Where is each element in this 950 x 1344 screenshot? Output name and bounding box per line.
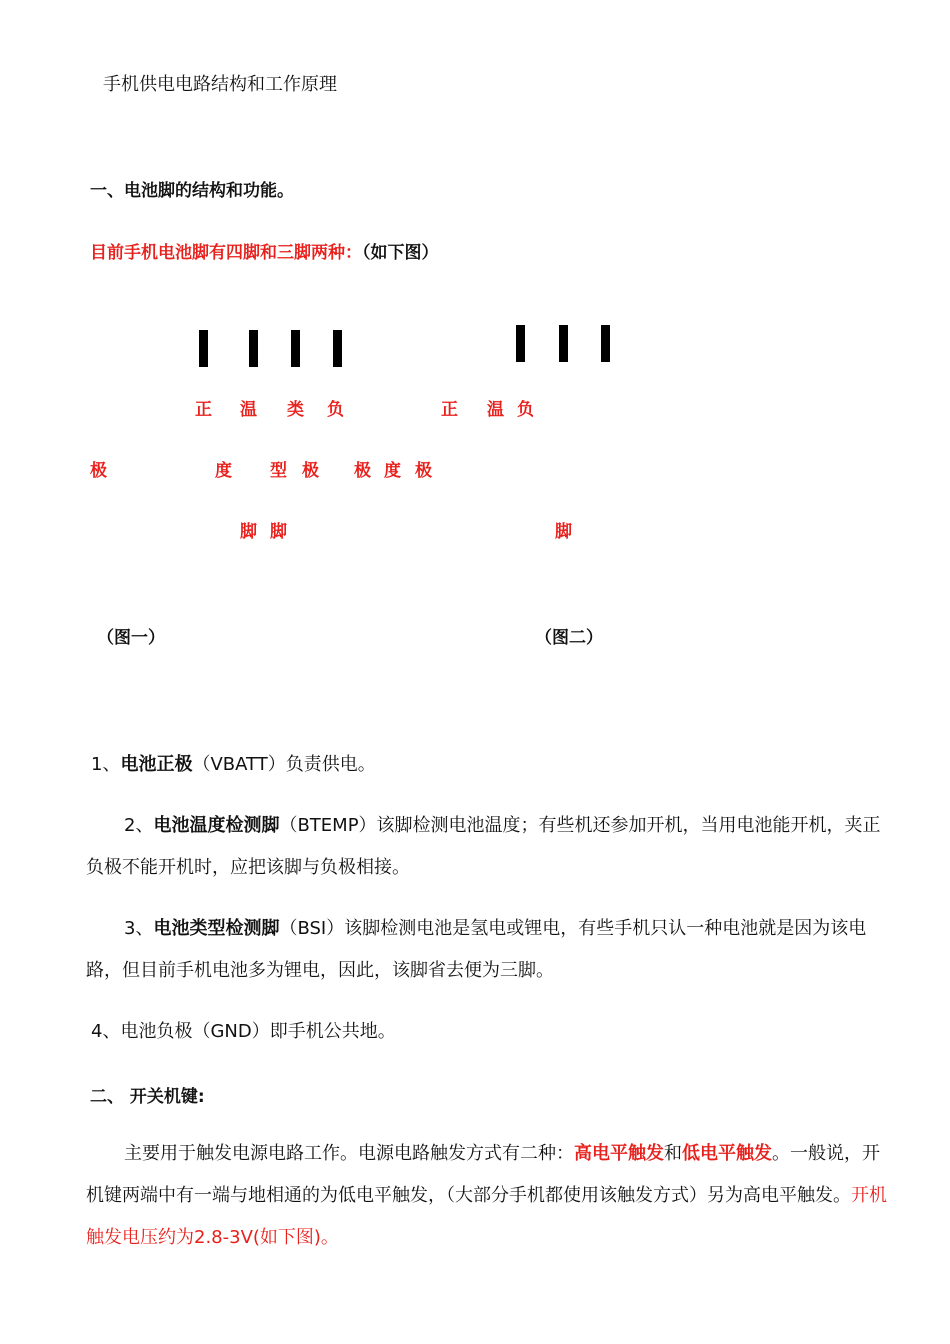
battery-pin-bar bbox=[199, 330, 208, 367]
fig1-label-pin: 脚 bbox=[270, 522, 287, 542]
fig2-label-temp: 温 bbox=[487, 400, 504, 420]
battery-pin-bar bbox=[601, 325, 610, 362]
section-1-heading: 一、电池脚的结构和功能。 bbox=[90, 181, 294, 201]
item-4-text: 电池负极（GND）即手机公共地。 bbox=[120, 1021, 396, 1042]
fig1-label-negative: 负 bbox=[327, 400, 344, 420]
section-2-text-a: 主要用于触发电源电路工作。电源电路触发方式有二种： bbox=[124, 1143, 574, 1164]
figure-1-caption: （图一） bbox=[97, 628, 165, 648]
item-4-prefix: 4、 bbox=[91, 1021, 121, 1042]
item-4 bbox=[86, 1011, 899, 1053]
low-trigger-term: 低电平触发 bbox=[682, 1143, 772, 1164]
intro-black-text: （如下图） bbox=[362, 243, 439, 263]
fig1-label-positive: 正 bbox=[195, 400, 212, 420]
fig1-label-temp: 温 bbox=[240, 400, 257, 420]
fig2-label-positive: 正 bbox=[441, 400, 458, 420]
fig1-label-degree: 度 bbox=[215, 461, 232, 481]
high-trigger-term: 高电平触发 bbox=[574, 1143, 664, 1164]
item-2-text: （BTEMP）该脚检测电池温度；有些机还参加开机，当用电池能开机，夹正负极不能开机时，应把该脚与负极相接。 bbox=[86, 815, 881, 878]
figure-2-caption: （图二） bbox=[535, 628, 603, 648]
item-1 bbox=[86, 744, 899, 786]
trigger-voltage-note: 开机触发电压约为2.8-3V(如下图)。 bbox=[86, 1185, 887, 1248]
item-1-term: 电池正极 bbox=[120, 754, 193, 775]
battery-pin-bar bbox=[559, 325, 568, 362]
battery-pin-bar bbox=[291, 330, 300, 367]
item-3 bbox=[86, 908, 894, 992]
section-2-paragraph bbox=[86, 1133, 894, 1259]
fig1-label-pole: 极 bbox=[90, 461, 107, 481]
item-2 bbox=[86, 805, 894, 889]
item-2-prefix: 2、 bbox=[124, 815, 154, 836]
battery-pin-bar bbox=[516, 325, 525, 362]
document-title: 手机供电电路结构和工作原理 bbox=[103, 74, 337, 95]
fig1-label-type: 类 bbox=[287, 400, 304, 420]
fig1-label-pin: 脚 bbox=[240, 522, 257, 542]
fig2-label-negative: 负 bbox=[517, 400, 534, 420]
battery-pin-bar bbox=[333, 330, 342, 367]
section-1-intro bbox=[90, 238, 439, 263]
section-2-heading: 二、 开关机键: bbox=[90, 1087, 205, 1107]
item-2-term: 电池温度检测脚 bbox=[153, 815, 280, 836]
section-2-and: 和 bbox=[664, 1143, 682, 1164]
fig1-label-pole: 极 bbox=[302, 461, 319, 481]
item-3-text: （BSI）该脚检测电池是氢电或锂电，有些手机只认一种电池就是因为该电路，但目前手机电池多为锂电，因此，该脚省去便为三脚。 bbox=[86, 918, 867, 981]
fig2-label-pole: 极 bbox=[354, 461, 371, 481]
fig2-label-degree: 度 bbox=[384, 461, 401, 481]
item-3-prefix: 3、 bbox=[124, 918, 154, 939]
battery-pin-bar bbox=[249, 330, 258, 367]
item-1-prefix: 1、 bbox=[91, 754, 121, 775]
section-2-text-b: 。一般说，开机键两端中有一端与地相通的为低电平触发，（大部分手机都使用该触发方式）另为高电平触发。 bbox=[86, 1143, 880, 1206]
intro-red-text: 目前手机电池脚有四脚和三脚两种： bbox=[90, 243, 362, 263]
fig2-label-pole: 极 bbox=[415, 461, 432, 481]
item-3-term: 电池类型检测脚 bbox=[153, 918, 280, 939]
fig2-label-pin: 脚 bbox=[555, 522, 572, 542]
fig1-label-kind: 型 bbox=[270, 461, 287, 481]
item-1-text: （VBATT）负责供电。 bbox=[192, 754, 376, 775]
